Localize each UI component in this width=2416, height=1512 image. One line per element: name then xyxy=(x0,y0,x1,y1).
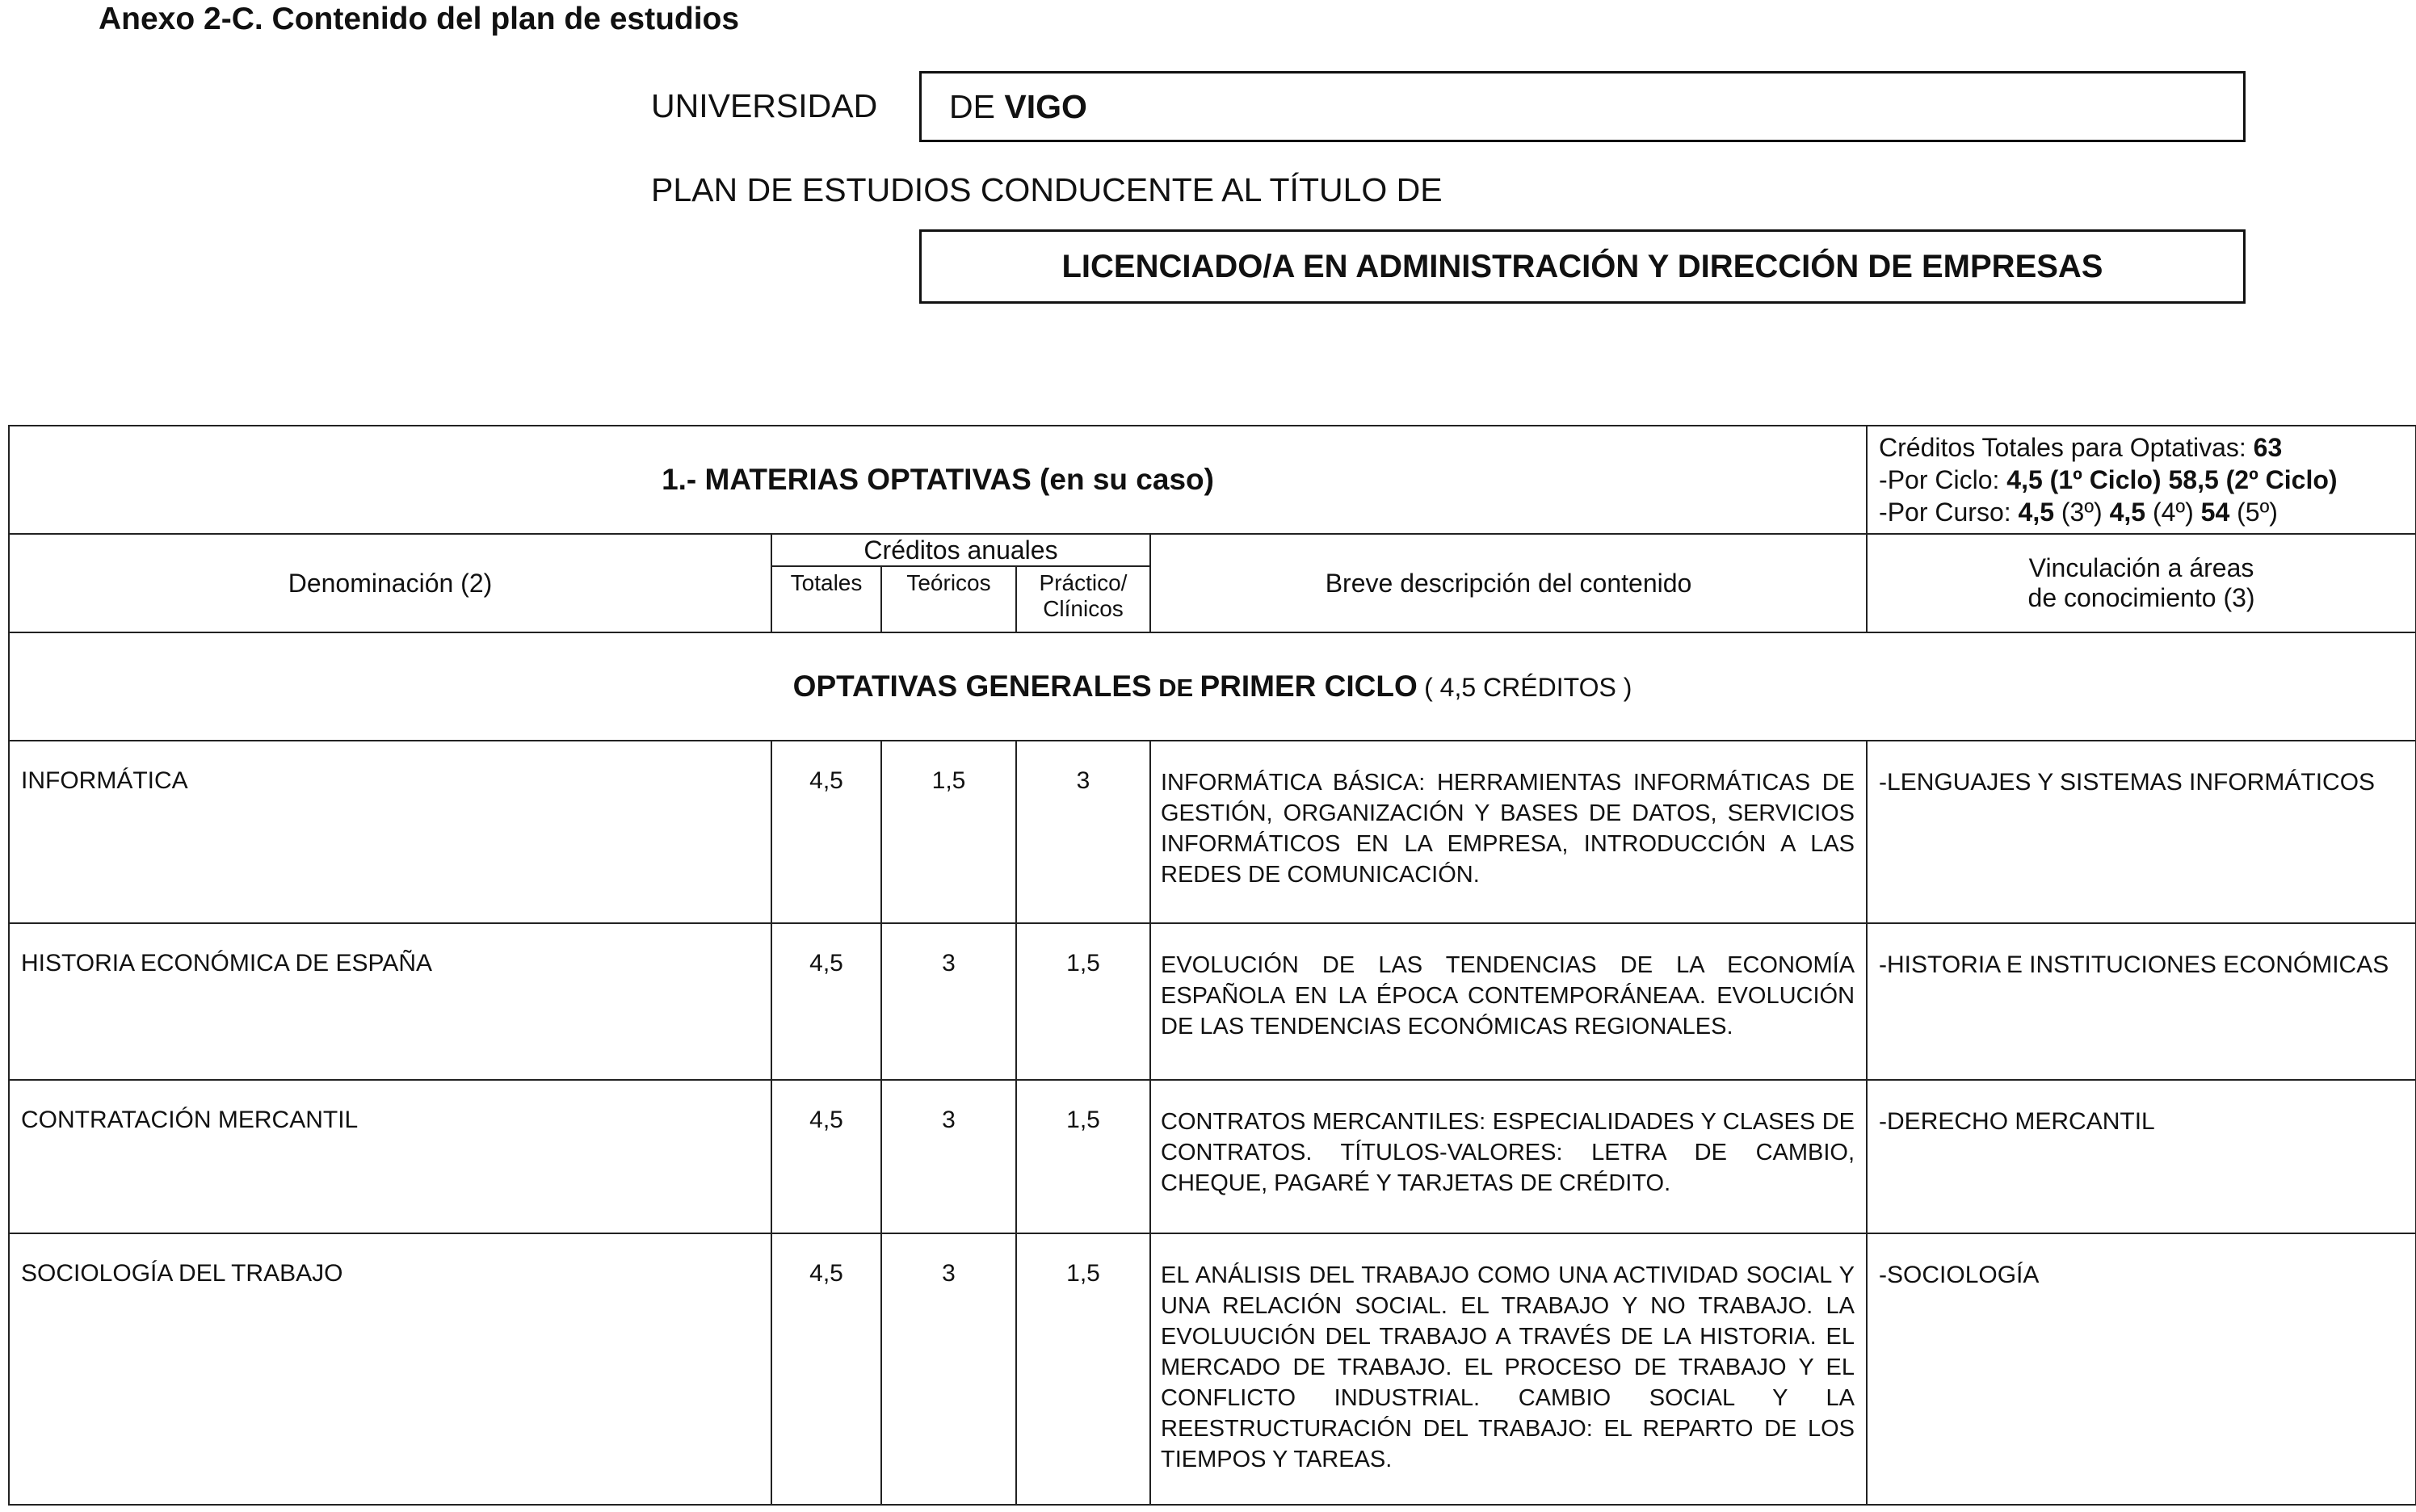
credits-course-5-note: (5º) xyxy=(2237,498,2278,527)
university-label: UNIVERSIDAD xyxy=(651,87,878,124)
subject-description: EVOLUCIÓN DE LAS TENDENCIAS DE LA ECONOMÍA ESPAÑOLA EN LA ÉPOCA CONTEMPORÁNEAA. EVOLUCIÓN DE LAS TENDENCIAS ECONÓMICAS REGIONALES. xyxy=(1150,923,1867,1080)
section-title-b: DE xyxy=(1158,674,1194,702)
credits-course-3-value: 4,5 xyxy=(2018,498,2054,527)
subject-description: INFORMÁTICA BÁSICA: HERRAMIENTAS INFORMÁTICAS DE GESTIÓN, ORGANIZACIÓN Y BASES DE DATOS, SERVICIOS INFORMÁTICOS EN LA EMPRESA, INTRODUCCIÓN A LAS REDES DE COMUNICACIÓN. xyxy=(1150,741,1867,923)
subject-description: EL ANÁLISIS DEL TRABAJO COMO UNA ACTIVIDAD SOCIAL Y UNA RELACIÓN SOCIAL. EL TRABAJO Y NO TRABAJO. LA EVOLUUCIÓN DEL TRABAJO A TRAVÉS DE LA HISTORIA. EL MERCADO DE TRABAJO. EL PROCESO DE TRABAJO Y EL CONFLICTO INDUSTRIAL. CAMBIO SOCIAL Y LA REESTRUCTURACIÓN DEL TRABAJO: EL REPARTO DE LOS TIEMPOS Y TAREAS. xyxy=(1150,1233,1867,1505)
table-row xyxy=(9,1233,2416,1505)
table-row xyxy=(9,1080,2416,1233)
credits-total-line xyxy=(1879,431,2404,464)
col-areas-header-line2: de conocimiento (3) xyxy=(2027,583,2255,612)
col-practice-header xyxy=(1016,566,1150,632)
col-areas-header-line1: Vinculación a áreas xyxy=(2028,553,2254,582)
credits-cycle-line xyxy=(1879,464,2404,496)
table-title-row xyxy=(9,426,2416,534)
credits-summary xyxy=(1867,426,2416,534)
credits-total: 4,5 xyxy=(771,923,881,1080)
credits-cycle-label: -Por Ciclo: xyxy=(1879,465,2000,494)
credits-course-5-value: 54 xyxy=(2200,498,2230,527)
table-row xyxy=(9,923,2416,1080)
credits-total: 4,5 xyxy=(771,1080,881,1233)
credits-total-label: Créditos Totales para Optativas: xyxy=(1879,433,2246,462)
credits-course-4-value: 4,5 xyxy=(2109,498,2146,527)
section-title xyxy=(9,632,2416,741)
knowledge-area: -LENGUAJES Y SISTEMAS INFORMÁTICOS xyxy=(1867,741,2416,923)
credits-cycle-value: 4,5 (1º Ciclo) 58,5 (2º Ciclo) xyxy=(2006,465,2338,494)
col-theory-header: Teóricos xyxy=(881,566,1016,632)
university-name: VIGO xyxy=(1004,88,1087,125)
credits-total: 4,5 xyxy=(771,1233,881,1505)
credits-practice: 1,5 xyxy=(1016,1080,1150,1233)
col-areas-header xyxy=(1867,534,2416,632)
column-header-row-1 xyxy=(9,534,2416,566)
credits-total-value: 63 xyxy=(2253,433,2283,462)
credits-practice: 1,5 xyxy=(1016,923,1150,1080)
credits-practice: 3 xyxy=(1016,741,1150,923)
credits-course-label: -Por Curso: xyxy=(1879,498,2011,527)
degree-title: LICENCIADO/A EN ADMINISTRACIÓN Y DIRECCIÓN DE EMPRESAS xyxy=(919,229,2246,304)
subject-description: CONTRATOS MERCANTILES: ESPECIALIDADES Y CLASES DE CONTRATOS. TÍTULOS-VALORES: LETRA DE CAMBIO, CHEQUE, PAGARÉ Y TARJETAS DE CRÉDITO. xyxy=(1150,1080,1867,1233)
credits-theory: 3 xyxy=(881,1233,1016,1505)
knowledge-area: -HISTORIA E INSTITUCIONES ECONÓMICAS xyxy=(1867,923,2416,1080)
subject-name: HISTORIA ECONÓMICA DE ESPAÑA xyxy=(9,923,771,1080)
col-total-header: Totales xyxy=(771,566,881,632)
section-title-c: PRIMER CICLO xyxy=(1200,670,1418,703)
section-row xyxy=(9,632,2416,741)
section-title-a: OPTATIVAS GENERALES xyxy=(792,670,1152,703)
col-description-header: Breve descripción del contenido xyxy=(1150,534,1867,632)
table-row xyxy=(9,741,2416,923)
credits-total: 4,5 xyxy=(771,741,881,923)
section-note: ( 4,5 CRÉDITOS ) xyxy=(1424,673,1632,702)
credits-practice: 1,5 xyxy=(1016,1233,1150,1505)
col-practice-header-line2: Clínicos xyxy=(1043,596,1124,621)
table-title: 1.- MATERIAS OPTATIVAS (en su caso) xyxy=(9,426,1867,534)
plan-line: PLAN DE ESTUDIOS CONDUCENTE AL TÍTULO DE xyxy=(651,171,1443,208)
col-credits-group-header: Créditos anuales xyxy=(771,534,1150,566)
col-practice-header-line1: Práctico/ xyxy=(1039,570,1128,595)
credits-theory: 3 xyxy=(881,923,1016,1080)
knowledge-area: -SOCIOLOGÍA xyxy=(1867,1233,2416,1505)
subject-name: CONTRATACIÓN MERCANTIL xyxy=(9,1080,771,1233)
university-box xyxy=(919,71,2246,142)
optional-subjects-table xyxy=(8,425,2416,1506)
credits-course-3-note: (3º) xyxy=(2061,498,2103,527)
subject-name: SOCIOLOGÍA DEL TRABAJO xyxy=(9,1233,771,1505)
knowledge-area: -DERECHO MERCANTIL xyxy=(1867,1080,2416,1233)
credits-theory: 1,5 xyxy=(881,741,1016,923)
credits-theory: 3 xyxy=(881,1080,1016,1233)
col-name-header: Denominación (2) xyxy=(9,534,771,632)
credits-course-line xyxy=(1879,496,2404,528)
subject-name: INFORMÁTICA xyxy=(9,741,771,923)
annex-title: Anexo 2-C. Contenido del plan de estudios xyxy=(99,2,740,36)
credits-course-4-note: (4º) xyxy=(2152,498,2194,527)
university-prefix: DE xyxy=(949,88,995,125)
